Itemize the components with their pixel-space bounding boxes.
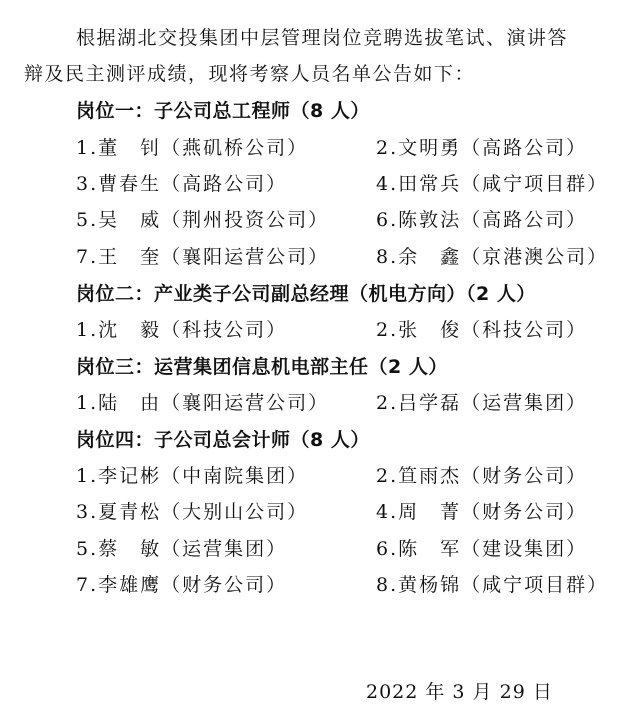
position-1-person-6: 6.陈敦法（高路公司） [376, 209, 588, 231]
position-4-person-3: 3.夏青松（大别山公司） [76, 501, 309, 523]
position-4-heading: 岗位四：子公司总会计师（8 人） [76, 429, 370, 451]
position-1-person-1: 1.董 钊（燕矶桥公司） [76, 137, 309, 159]
intro-line-1: 根据湖北交投集团中层管理岗位竞聘选拔笔试、演讲答 [76, 27, 569, 49]
position-4-person-5: 5.蔡 敏（运营集团） [76, 538, 288, 560]
position-3-heading: 岗位三：运营集团信息机电部主任（2 人） [76, 356, 448, 378]
position-1-person-7: 7.王 奎（襄阳运营公司） [76, 246, 330, 268]
position-4-person-8: 8.黄杨锦（咸宁项目群） [376, 574, 609, 596]
position-2-person-2: 2.张 俊（科技公司） [376, 319, 588, 341]
position-4-person-7: 7.李雄鹰（财务公司） [76, 574, 288, 596]
position-1-person-5: 5.吴 威（荆州投资公司） [76, 209, 330, 231]
announcement-date: 2022 年 3 月 29 日 [366, 681, 553, 703]
position-3-person-2: 2.吕学磊（运营集团） [376, 392, 588, 414]
position-1-person-4: 4.田常兵（咸宁项目群） [376, 173, 609, 195]
position-4-person-1: 1.李记彬（中南院集团） [76, 465, 309, 487]
position-4-person-6: 6.陈 军（建设集团） [376, 538, 588, 560]
position-2-person-1: 1.沈 毅（科技公司） [76, 319, 288, 341]
position-4-person-4: 4.周 菁（财务公司） [376, 501, 588, 523]
position-4-person-2: 2.笪雨杰（财务公司） [376, 465, 588, 487]
position-1-person-2: 2.文明勇（高路公司） [376, 137, 588, 159]
position-1-person-3: 3.曹春生（高路公司） [76, 173, 288, 195]
position-2-heading: 岗位二：产业类子公司副总经理（机电方向）（2 人） [76, 283, 536, 305]
position-3-person-1: 1.陆 由（襄阳运营公司） [76, 392, 330, 414]
intro-line-2: 辩及民主测评成绩，现将考察人员名单公告如下： [24, 63, 476, 85]
position-1-person-8: 8.余 鑫（京港澳公司） [376, 246, 609, 268]
position-1-heading: 岗位一：子公司总工程师（8 人） [76, 100, 370, 122]
